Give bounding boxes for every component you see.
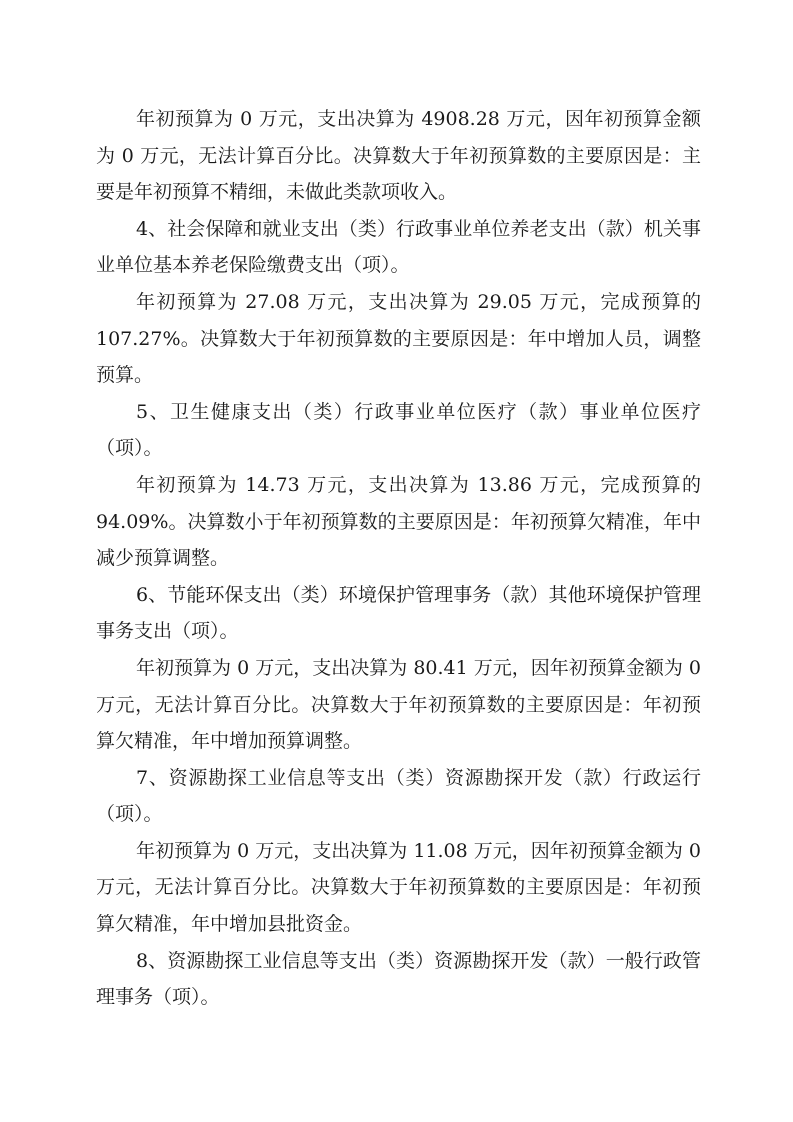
paragraph-item-7-heading: 7、资源勘探工业信息等支出（类）资源勘探开发（款）行政运行（项）。 <box>96 766 701 826</box>
paragraph-budget-14: 年初预算为 14.73 万元，支出决算为 13.86 万元，完成预算的 94.09%。决算数小于年初预算数的主要原因是：年初预算欠精准，年中减少预算调整。 <box>96 473 701 570</box>
paragraph-budget-80: 年初预算为 0 万元，支出决算为 80.41 万元，因年初预算金额为 0 万元，无法计算百分比。决算数大于年初预算数的主要原因是：年初预算欠精准，年中增加预算调整。 <box>96 656 701 753</box>
paragraph-item-8-heading: 8、资源勘探工业信息等支出（类）资源勘探开发（款）一般行政管理事务（项）。 <box>96 949 701 1009</box>
paragraph-budget-27: 年初预算为 27.08 万元，支出决算为 29.05 万元，完成预算的 107.27%。决算数大于年初预算数的主要原因是：年中增加人员，调整预算。 <box>96 290 701 387</box>
paragraph-budget-11: 年初预算为 0 万元，支出决算为 11.08 万元，因年初预算金额为 0 万元，无法计算百分比。决算数大于年初预算数的主要原因是：年初预算欠精准，年中增加县批资金。 <box>96 839 701 936</box>
paragraph-item-6-heading: 6、节能环保支出（类）环境保护管理事务（款）其他环境保护管理事务支出（项）。 <box>96 583 701 643</box>
paragraph-budget-4908: 年初预算为 0 万元，支出决算为 4908.28 万元，因年初预算金额为 0 万元，无法计算百分比。决算数大于年初预算数的主要原因是：主要是年初预算不精细，未做此类款项收入。 <box>96 108 701 204</box>
document-body <box>96 101 701 1016</box>
paragraph-item-4-heading: 4、社会保障和就业支出（类）行政事业单位养老支出（款）机关事业单位基本养老保险缴费支出（项）。 <box>96 217 701 277</box>
paragraph-item-5-heading: 5、卫生健康支出（类）行政事业单位医疗（款）事业单位医疗（项）。 <box>96 400 701 460</box>
